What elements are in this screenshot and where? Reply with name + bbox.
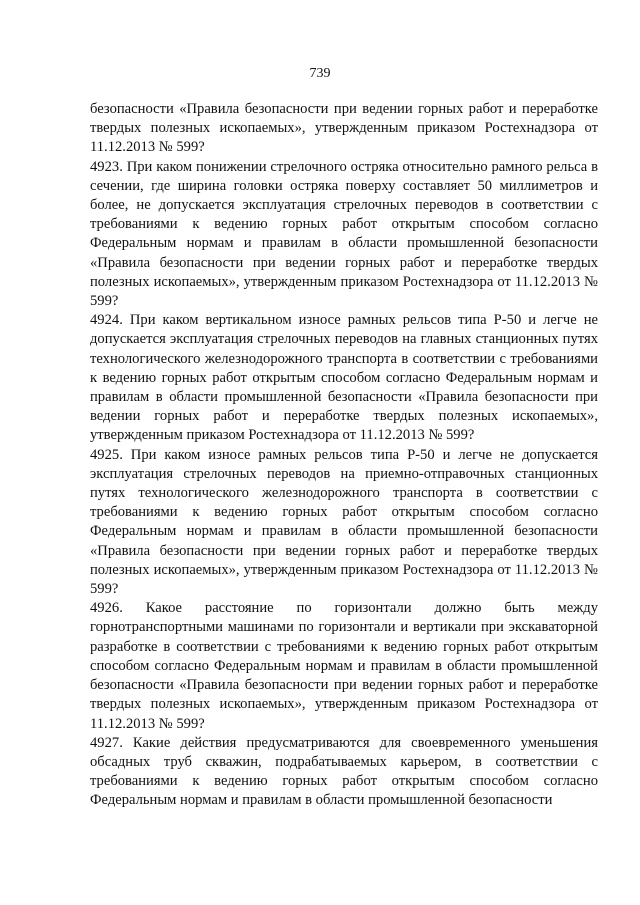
page-number: 739 [309,66,331,81]
paragraph-continuation: безопасности «Правила безопасности при ведении горных работ и переработке твердых полезных ископаемых», утвержденным приказом Ростехнадзора от 11.12.2013 № 599? [90,101,598,156]
question-4924: 4924. При каком вертикальном износе рамных рельсов типа Р-50 и легче не допускается эксплуатация стрелочных переводов на главных станционных путях технологического железнодорожного транспорта в соответствии с требованиями к ведению горных работ открытым способом согласно Федеральным нормам и правилам в области промышленной безопасности «Правила безопасности при ведении горных работ и переработке твердых полезных ископаемых», утвержденным приказом Ростехнадзора от 11.12.2013 № 599? [90,312,598,444]
question-4925: 4925. При каком износе рамных рельсов типа Р-50 и легче не допускается эксплуатация стрелочных переводов на приемно-отправочных станционных путях технологического железнодорожного транспорта в соответствии с требованиями к ведению горных работ открытым способом согласно Федеральным нормам и правилам в области промышленной безопасности «Правила безопасности при ведении горных работ и переработке твердых полезных ископаемых», утвержденным приказом Ростехнадзора от 11.12.2013 № 599? [90,446,598,598]
document-body [90,100,598,811]
question-4926: 4926. Какое расстояние по горизонтали должно быть между горнотранспортными машинами по горизонтали и вертикали при экскаваторной разработке в соответствии с требованиями к ведению горных работ открытым способом согласно Федеральным нормам и правилам в области промышленной безопасности «Правила безопасности при ведении горных работ и переработке твердых полезных ископаемых», утвержденным приказом Ростехнадзора от 11.12.2013 № 599? [90,600,598,732]
question-4923: 4923. При каком понижении стрелочного остряка относительно рамного рельса в сечении, где ширина головки остряка поверху составляет 50 миллиметров и более, не допускается эксплуатация стрелочных переводов в соответствии с требованиями к ведению горных работ открытым способом согласно Федеральным нормам и правилам в области промышленной безопасности «Правила безопасности при ведении горных работ и переработке твердых полезных ископаемых», утвержденным приказом Ростехнадзора от 11.12.2013 № 599? [90,158,598,310]
question-4927: 4927. Какие действия предусматриваются для своевременного уменьшения обсадных труб скважин, подрабатываемых карьером, в соответствии с требованиями к ведению горных работ открытым способом согласно Федеральным нормам и правилам в области промышленной безопасности [90,734,598,809]
